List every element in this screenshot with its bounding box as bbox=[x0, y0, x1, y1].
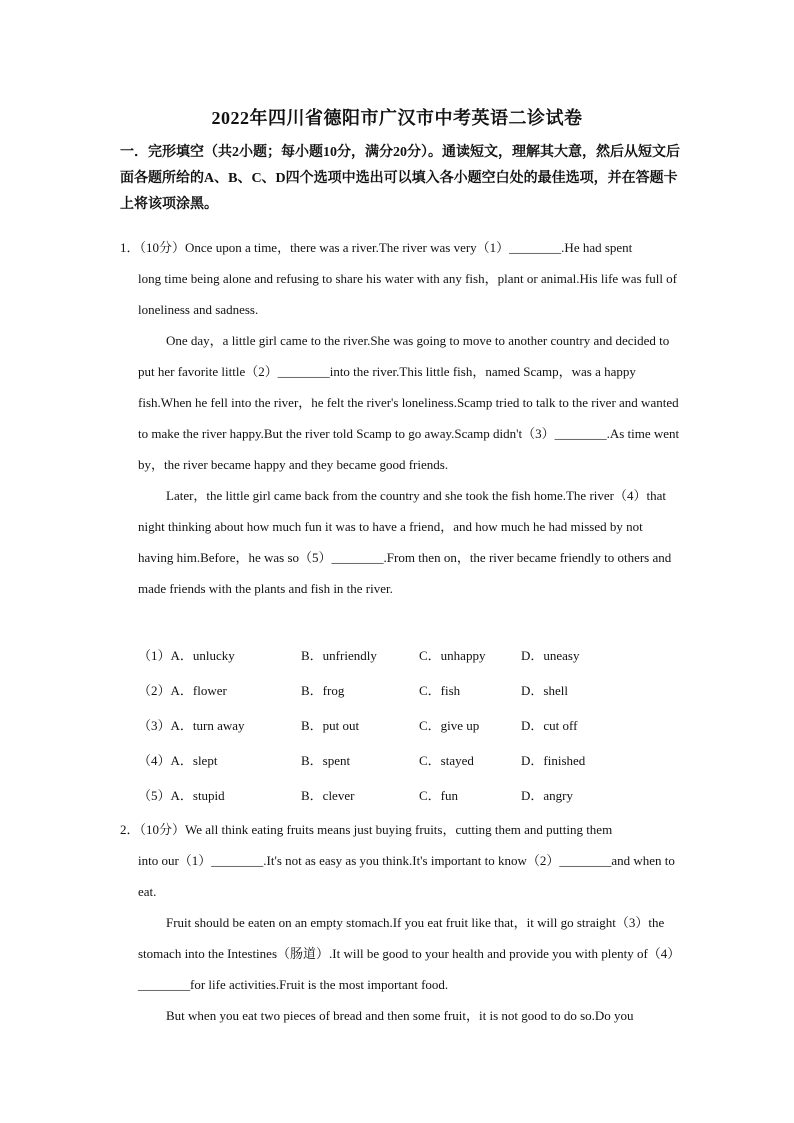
option-b[interactable]: B．frog bbox=[301, 683, 345, 698]
section-heading: 一．完形填空（共2小题；每小题10分，满分20分）。通读短文，理解其大意，然后从短文后面各题所给的A、B、C、D四个选项中选出可以填入各小题空白处的最佳选项，并在答题卡上将该项涂黑。 bbox=[120, 145, 680, 212]
question-1-paragraph-2: One day，a little girl came to the river.She was going to move to another country and decided to put her favorite little（2）________into the river.This little fish，named Scamp，was a happy fish.When he fell into the river，he felt the river's loneliness.Scamp tried to talk to the river and wanted to make the river happy.But the river told Scamp to go away.Scamp didn't（3）________.As time went by，the river became happy and they became good friends. bbox=[138, 333, 680, 472]
option-a[interactable]: （1）A．unlucky bbox=[138, 648, 235, 663]
option-c[interactable]: C．fish bbox=[419, 683, 461, 698]
option-a[interactable]: （5）A．stupid bbox=[138, 788, 225, 803]
question-1-options bbox=[138, 645, 678, 820]
question-2-paragraph-3: But when you eat two pieces of bread and then some fruit，it is not good to do so.Do you bbox=[166, 1008, 634, 1023]
question-1-paragraph-1: long time being alone and refusing to share his water with any fish，plant or animal.His life was full of loneliness and sadness. bbox=[138, 271, 678, 317]
option-c[interactable]: C．stayed bbox=[419, 753, 474, 768]
question-2-paragraph-2: Fruit should be eaten on an empty stomach.If you eat fruit like that，it will go straight（3）the stomach into the Intestines（肠道）.It will be good to your health and provide you with plenty of（4）________for life activities.Fruit is the most important food. bbox=[138, 915, 674, 992]
question-1-first-line bbox=[120, 232, 680, 263]
option-row bbox=[138, 645, 678, 680]
option-b[interactable]: B．spent bbox=[301, 753, 351, 768]
question-2-first-line bbox=[120, 814, 680, 845]
option-c[interactable]: C．unhappy bbox=[419, 648, 486, 663]
option-d[interactable]: D．cut off bbox=[521, 718, 578, 733]
page-title: 2022年四川省德阳市广汉市中考英语二诊试卷 bbox=[211, 108, 583, 128]
question-1 bbox=[120, 232, 680, 604]
question-2 bbox=[120, 814, 680, 1031]
question-2-passage-start: We all think eating fruits means just buying fruits，cutting them and putting them bbox=[185, 822, 613, 837]
option-d[interactable]: D．uneasy bbox=[521, 648, 580, 663]
option-row bbox=[138, 750, 678, 785]
option-b[interactable]: B．unfriendly bbox=[301, 648, 377, 663]
option-d[interactable]: D．shell bbox=[521, 683, 568, 698]
option-b[interactable]: B．clever bbox=[301, 788, 355, 803]
option-d[interactable]: D．finished bbox=[521, 753, 586, 768]
question-2-label: 2．（10分） bbox=[120, 822, 186, 837]
option-b[interactable]: B．put out bbox=[301, 718, 360, 733]
question-2-paragraph-1: into our（1）________.It's not as easy as you think.It's important to know（2）________and when to eat. bbox=[138, 853, 675, 899]
question-1-passage-start: Once upon a time，there was a river.The river was very（1）________.He had spent bbox=[185, 240, 633, 255]
option-d[interactable]: D．angry bbox=[521, 788, 573, 803]
option-row bbox=[138, 680, 678, 715]
option-row bbox=[138, 715, 678, 750]
option-a[interactable]: （4）A．slept bbox=[138, 753, 218, 768]
option-a[interactable]: （2）A．flower bbox=[138, 683, 227, 698]
option-a[interactable]: （3）A．turn away bbox=[138, 718, 245, 733]
option-c[interactable]: C．give up bbox=[419, 718, 480, 733]
option-c[interactable]: C．fun bbox=[419, 788, 459, 803]
question-1-paragraph-3: Later，the little girl came back from the country and she took the fish home.The river（4）that night thinking about how much fun it was to have a friend，and how much he had missed by not having him.Before，he was so（5）________.From then on，the river became friendly to others and made friends with the plants and fish in the river. bbox=[138, 488, 672, 596]
question-1-label: 1．（10分） bbox=[120, 240, 186, 255]
